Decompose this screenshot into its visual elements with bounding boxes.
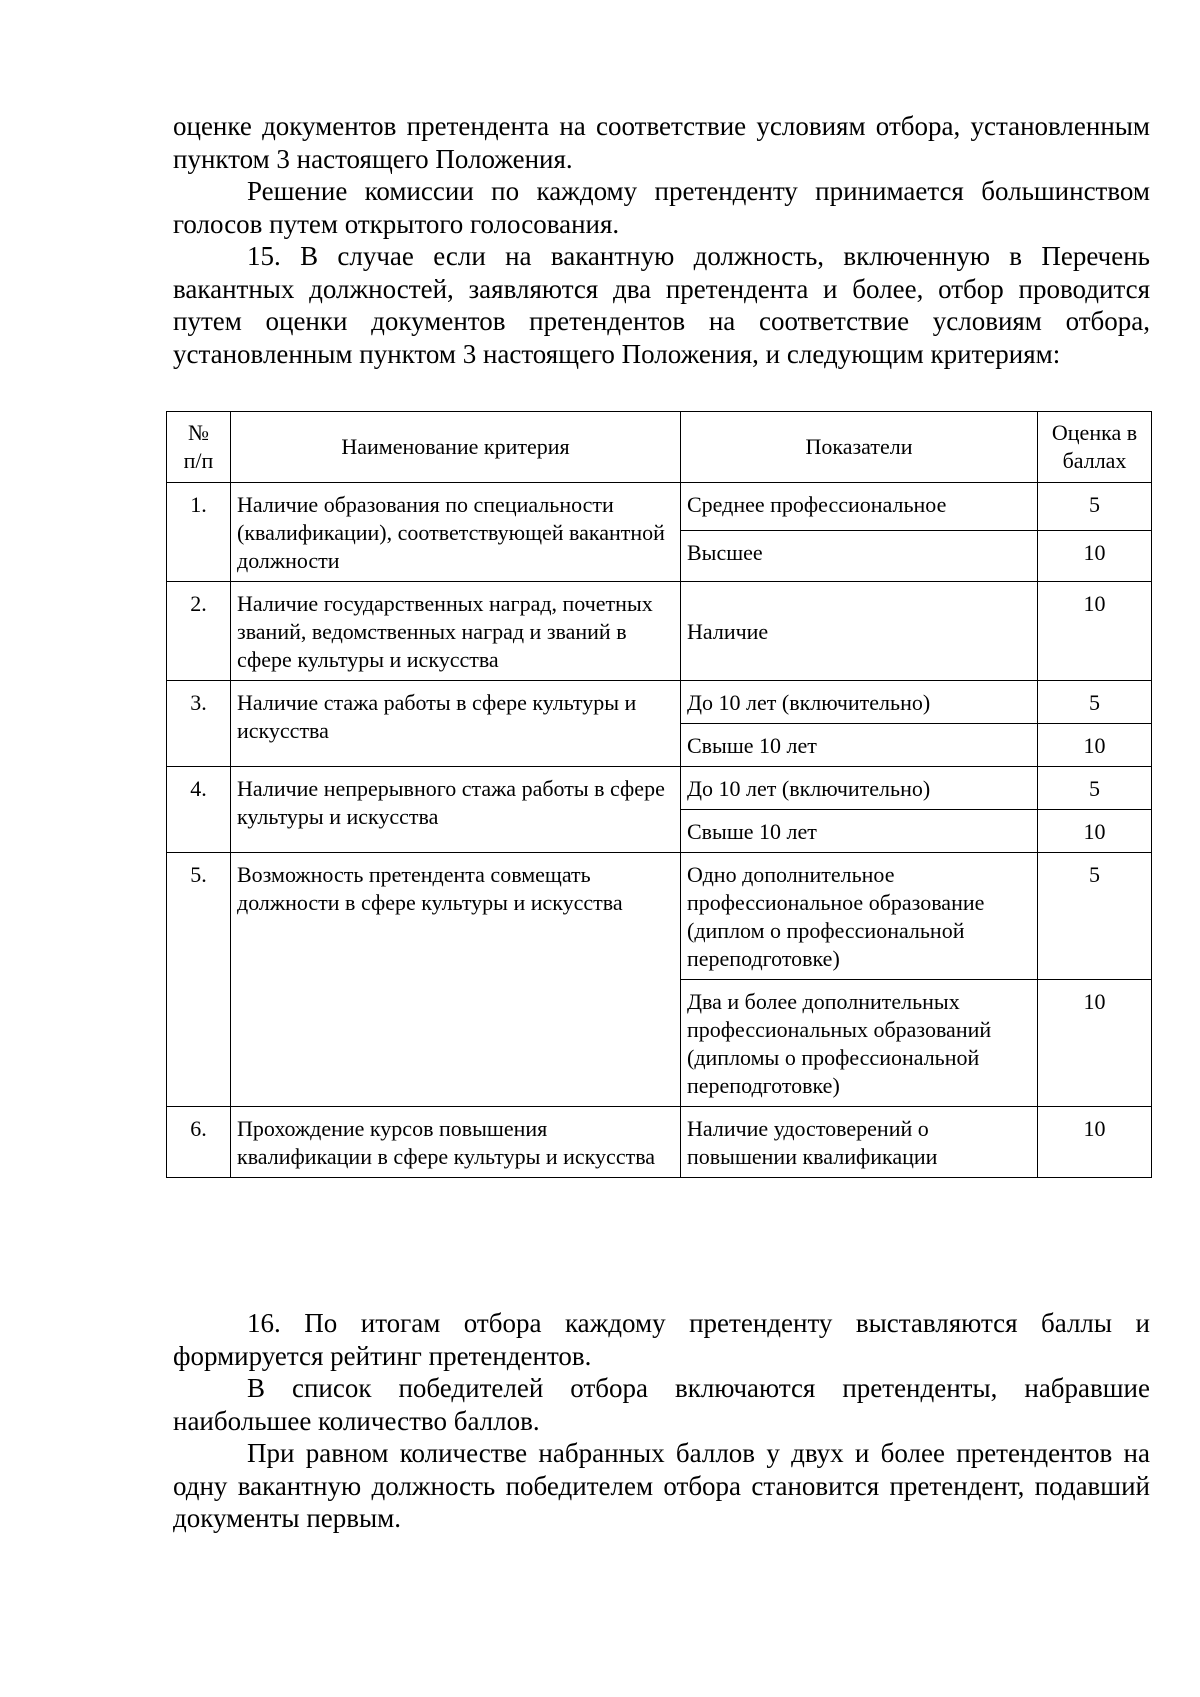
row-indicator: До 10 лет (включительно) xyxy=(681,681,1038,724)
header-criterion: Наименование критерия xyxy=(231,412,681,483)
row-num: 4. xyxy=(167,767,231,853)
row-score: 10 xyxy=(1038,531,1152,582)
row-criterion: Наличие стажа работы в сфере культуры и искусства xyxy=(231,681,681,767)
row-criterion: Возможность претендента совмещать должности в сфере культуры и искусства xyxy=(231,853,681,1107)
table-row xyxy=(167,582,1152,681)
row-score: 5 xyxy=(1038,767,1152,810)
row-score: 10 xyxy=(1038,582,1152,681)
table-row xyxy=(167,483,1152,531)
header-num-line1: № xyxy=(188,420,209,445)
row-indicator: Наличие xyxy=(681,582,1038,681)
row-score: 10 xyxy=(1038,810,1152,853)
row-score: 10 xyxy=(1038,980,1152,1107)
paragraph-equal-scores: При равном количестве набранных баллов у двух и более претендентов на одну вакантную должность победителем отбора становится претендент, подавший документы первым. xyxy=(173,1438,1150,1533)
row-criterion: Наличие государственных наград, почетных званий, ведомственных наград и званий в сфере культуры и искусства xyxy=(231,582,681,681)
row-indicator: Среднее профессиональное xyxy=(681,483,1038,531)
row-indicator: Два и более дополнительных профессиональных образований (дипломы о профессиональной переподготовке) xyxy=(681,980,1038,1107)
document-body-top xyxy=(173,110,1150,370)
paragraph-item-15: 15. В случае если на вакантную должность, включенную в Перечень вакантных должностей, заявляются два претендента и более, отбор проводится путем оценки документов претендентов на соответствие условиям отбора, установленным пунктом 3 настоящего Положения, и следующим критериям: xyxy=(173,241,1150,369)
table-row xyxy=(167,767,1152,810)
row-num: 3. xyxy=(167,681,231,767)
paragraph-commission-decision: Решение комиссии по каждому претенденту принимается большинством голосов путем открытого голосования. xyxy=(173,176,1150,239)
table-row xyxy=(167,1107,1152,1178)
row-num: 6. xyxy=(167,1107,231,1178)
row-indicator: Свыше 10 лет xyxy=(681,724,1038,767)
table-row xyxy=(167,853,1152,980)
row-score: 10 xyxy=(1038,724,1152,767)
row-num: 5. xyxy=(167,853,231,1107)
header-score xyxy=(1038,412,1152,483)
document-body-bottom xyxy=(173,1307,1150,1535)
row-indicator: Свыше 10 лет xyxy=(681,810,1038,853)
table-header-row xyxy=(167,412,1152,483)
paragraph-item-16: 16. По итогам отбора каждому претенденту выставляются баллы и формируется рейтинг претендентов. xyxy=(173,1308,1150,1371)
row-num: 1. xyxy=(167,483,231,582)
table-row xyxy=(167,681,1152,724)
header-indicators: Показатели xyxy=(681,412,1038,483)
header-score-line2: баллах xyxy=(1062,448,1127,473)
row-indicator: Одно дополнительное профессиональное образование (диплом о профессиональной переподготовке) xyxy=(681,853,1038,980)
row-score: 5 xyxy=(1038,853,1152,980)
row-score: 5 xyxy=(1038,681,1152,724)
row-criterion: Наличие образования по специальности (квалификации), соответствующей вакантной должности xyxy=(231,483,681,582)
header-num xyxy=(167,412,231,483)
row-num: 2. xyxy=(167,582,231,681)
row-criterion: Наличие непрерывного стажа работы в сфере культуры и искусства xyxy=(231,767,681,853)
row-indicator: До 10 лет (включительно) xyxy=(681,767,1038,810)
criteria-table xyxy=(166,411,1152,1178)
paragraph-winners-list: В список победителей отбора включаются претенденты, набравшие наибольшее количество баллов. xyxy=(173,1373,1150,1436)
row-criterion: Прохождение курсов повышения квалификации в сфере культуры и искусства xyxy=(231,1107,681,1178)
row-indicator: Наличие удостоверений о повышении квалификации xyxy=(681,1107,1038,1178)
header-num-line2: п/п xyxy=(183,448,214,473)
row-score: 10 xyxy=(1038,1107,1152,1178)
row-indicator: Высшее xyxy=(681,531,1038,582)
header-score-line1: Оценка в xyxy=(1051,420,1138,445)
paragraph-intro-continuation: оценке документов претендента на соответствие условиям отбора, установленным пунктом 3 настоящего Положения. xyxy=(173,111,1150,174)
row-score: 5 xyxy=(1038,483,1152,531)
